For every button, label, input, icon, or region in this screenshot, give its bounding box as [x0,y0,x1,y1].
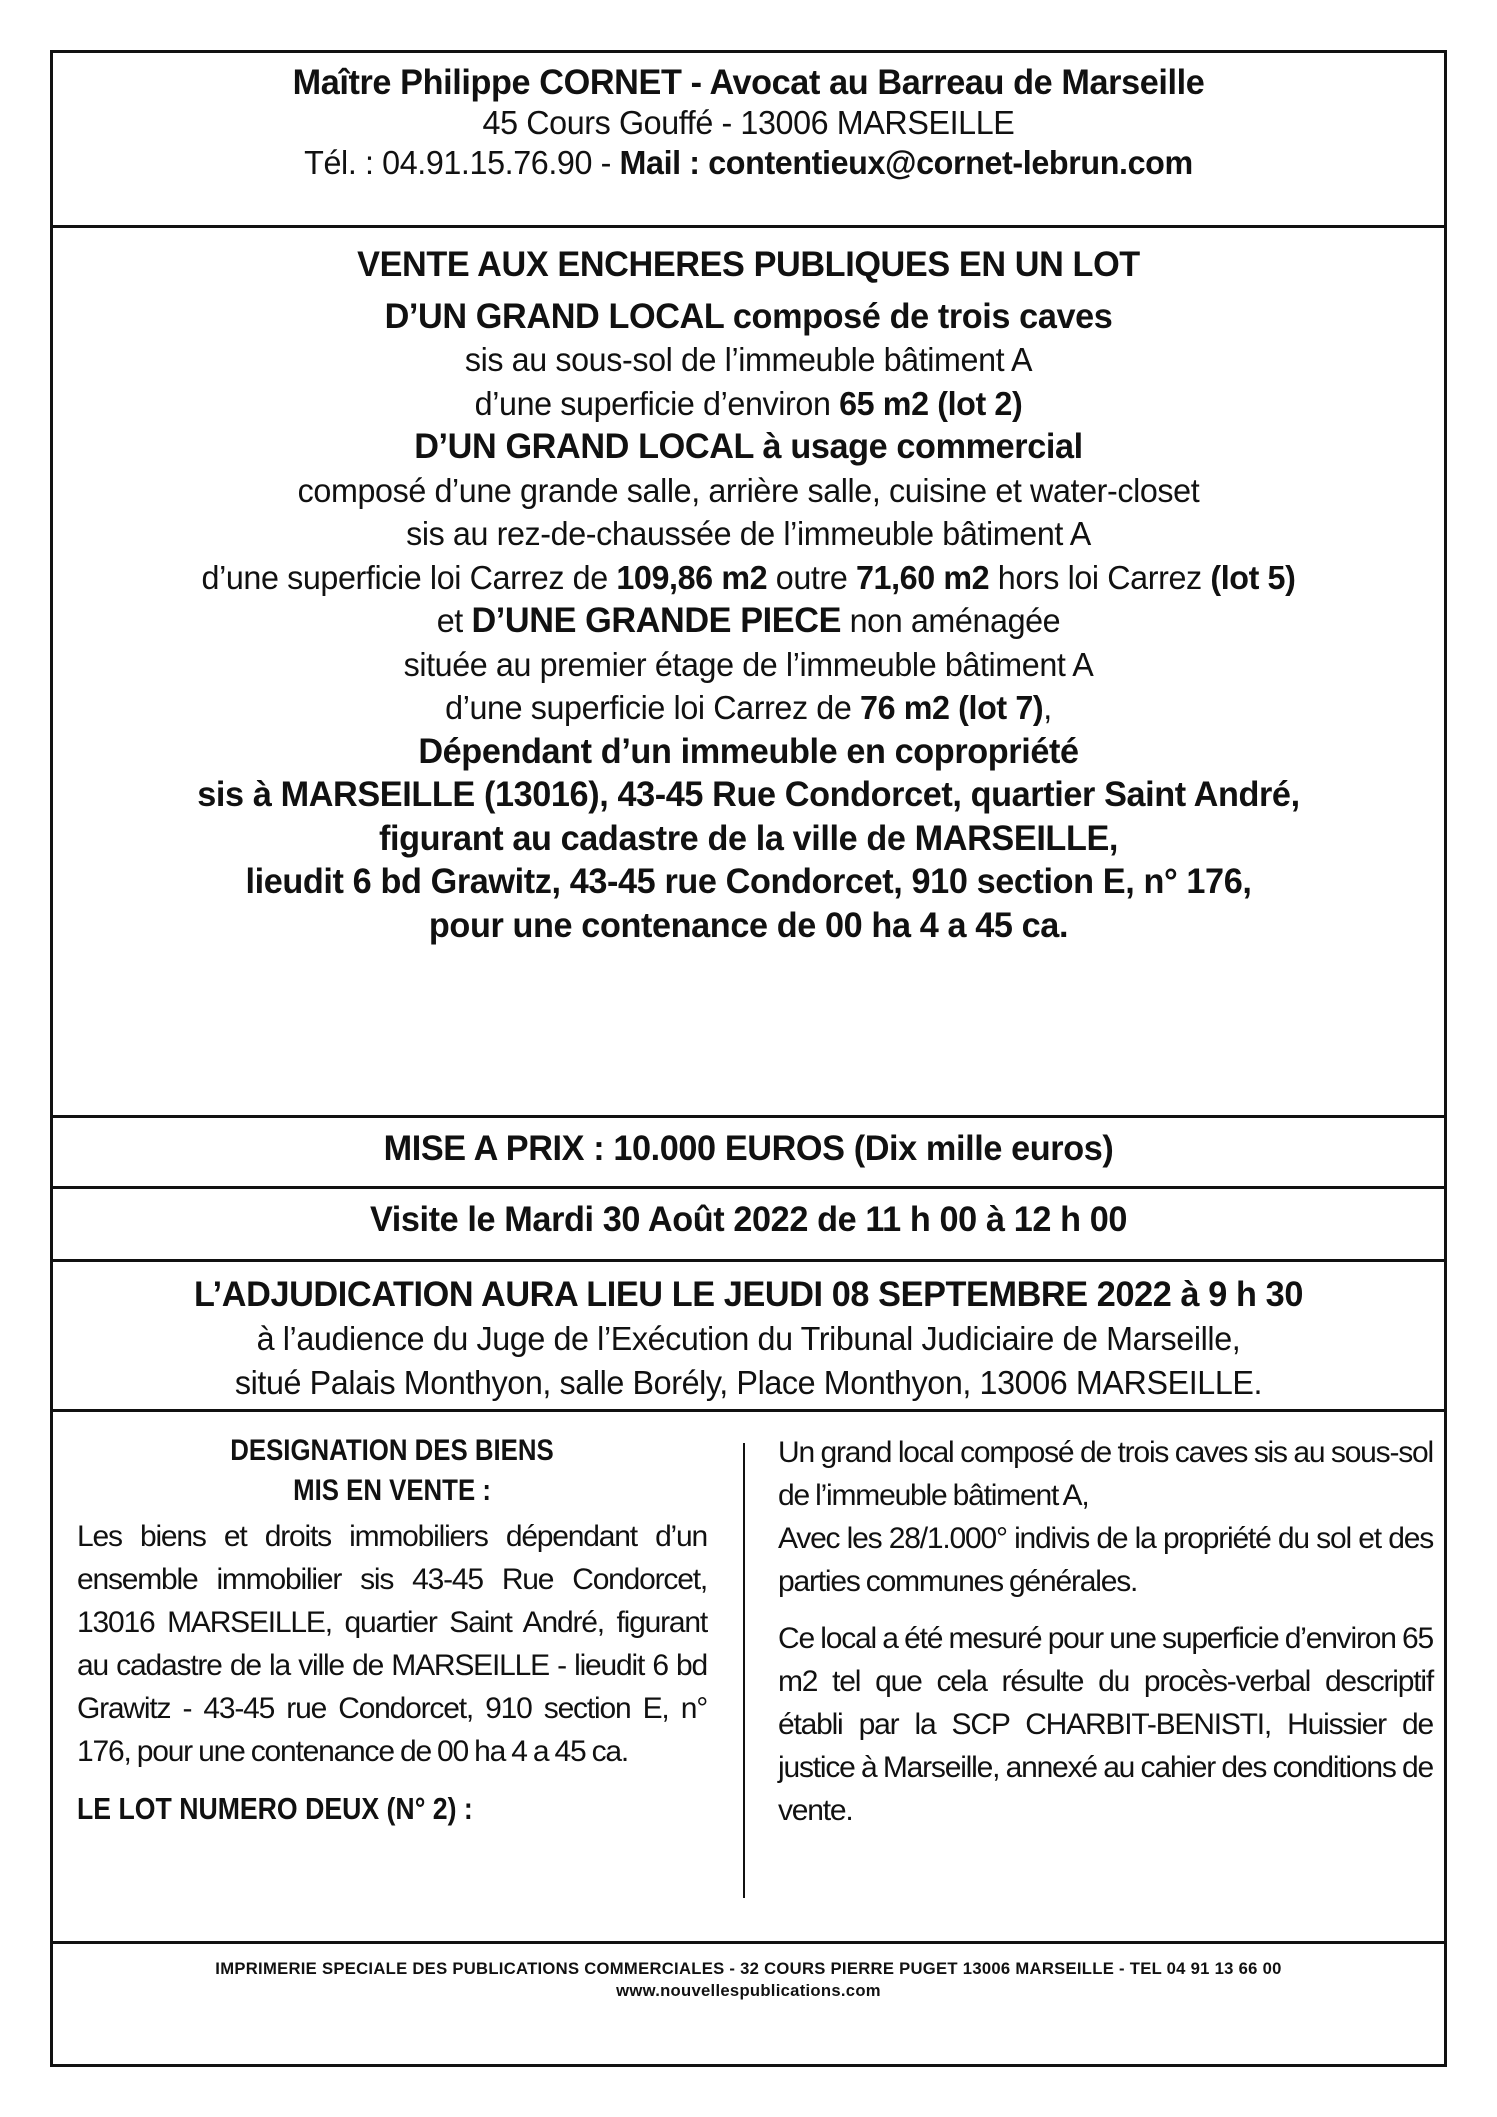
lawyer-phone: Tél. : 04.91.15.76.90 - [304,144,620,181]
lot5-area-line [68,556,1428,600]
lieudit-info: lieudit 6 bd Grawitz, 43-45 rue Condorcet, 910 section E, n° 176, [245,862,1252,901]
lot7-area-suffix: , [1043,689,1052,726]
divider [53,1259,1444,1262]
price-text: MISE A PRIX : 10.000 EUROS (Dix mille euros) [383,1129,1114,1168]
designation-right-column [778,1423,1433,1832]
lot-description: Un grand local composé de trois caves sis au sous-sol de l’immeuble bâtiment A, [778,1436,1433,1512]
sale-title: VENTE AUX ENCHERES PUBLIQUES EN UN LOT [357,245,1140,284]
adjudication-line2: situé Palais Monthyon, salle Borély, Place Monthyon, 13006 MARSEILLE. [234,1364,1263,1401]
contenance-info: pour une contenance de 00 ha 4 a 45 ca. [428,905,1069,945]
lot2-area: 65 m2 (lot 2) [839,384,1023,422]
legal-notice [50,50,1447,2067]
lawyer-header [53,63,1444,183]
column-divider [743,1443,745,1898]
lawyer-address: 45 Cours Gouffé - 13006 MARSEILLE [482,104,1015,141]
designation-paragraph: Les biens et droits immobiliers dépendant d’un ensemble immobilier sis 43-45 Rue Condorcet, 13016 MARSEILLE, quartier Saint André, figurant au cadastre de la ville de MARSEILLE - lieudit 6 bd Grawitz - 43-45 rue Condorcet, 910 section E, n° 176, pour une contenance de 00 ha 4 a 45 ca. [77,1520,707,1768]
lot5-composition: composé d’une grande salle, arrière salle, cuisine et water-closet [297,471,1200,509]
sale-description [53,243,1444,947]
lot2-desc: composé de trois caves [723,296,1113,336]
lot7-name: D’UNE GRANDE PIECE [471,601,842,640]
lot5-area: 109,86 m2 [616,558,768,596]
lot5-area-prefix: d’une superficie loi Carrez de [201,558,617,596]
lot7-location: située au premier étage de l’immeuble bâtiment A [403,645,1094,683]
lot7-desc: non aménagée [841,602,1061,639]
lot5-area-suffix: hors loi Carrez [989,558,1211,596]
lot7-area-line [68,686,1428,730]
lot5-location: sis au rez-de-chaussée de l’immeuble bâtiment A [406,515,1091,552]
lawyer-contact [68,143,1428,183]
lot7-prefix: et [436,602,472,639]
cadastre-info: figurant au cadastre de la ville de MARSEILLE, [378,818,1119,858]
visit-info [53,1200,1444,1240]
lot5-heading [68,425,1428,469]
lot-measurement: Ce local a été mesuré pour une superficie d’environ 65 m2 tel que cela résulte du procès-verbal descriptif établi par la SCP CHARBIT-BENISTI, Huissier de justice à Marseille, annexé au cahier des conditions de vente. [778,1622,1433,1827]
lot7-area-prefix: d’une superficie loi Carrez de [445,689,861,726]
lot2-location: sis au sous-sol de l’immeuble bâtiment A [464,341,1033,378]
lot2-area-prefix: d’une superficie d’environ [474,384,840,422]
designation-heading-1: DESIGNATION DES BIENS [230,1434,554,1467]
divider [53,1409,1444,1412]
printer-footer [53,1958,1444,2002]
lawyer-mail: Mail : contentieux@cornet-lebrun.com [619,144,1193,181]
building-address: sis à MARSEILLE (13016), 43-45 Rue Condorcet, quartier Saint André, [197,775,1300,814]
lot5-area-extra: 71,60 m2 [855,558,990,596]
divider [53,1115,1444,1118]
adjudication-info [53,1273,1444,1405]
adjudication-title: L’ADJUDICATION AURA LIEU LE JEUDI 08 SEPTEMBRE 2022 à 9 h 30 [194,1275,1303,1314]
lawyer-name: Maître Philippe CORNET - Avocat au Barreau de Marseille [292,63,1205,102]
lot2-heading [68,295,1428,339]
building-info: Dépendant d’un immeuble en copropriété [418,731,1079,771]
lot2-area-line [68,382,1428,426]
lot-number-heading: LE LOT NUMERO DEUX (N° 2) : [77,1791,473,1826]
lot5-lot: (lot 5) [1210,558,1296,596]
printer-info: IMPRIMERIE SPECIALE DES PUBLICATIONS COMMERCIALES - 32 COURS PIERRE PUGET 13006 MARSEILLE - TEL 04 91 13 66 00 [215,1959,1282,1978]
designation-section [53,1423,1444,1918]
adjudication-line1: à l’audience du Juge de l’Exécution du Tribunal Judiciaire de Marseille, [256,1320,1241,1357]
lot7-area: 76 m2 (lot 7) [860,689,1044,726]
lot5-desc: à usage commercial [753,427,1083,466]
designation-heading-2: MIS EN VENTE : [293,1474,491,1507]
designation-left-column [77,1423,707,1829]
lot5-name: D’UN GRAND LOCAL [414,427,754,466]
lot5-area-mid: outre [767,558,856,596]
visit-text: Visite le Mardi 30 Août 2022 de 11 h 00 à 12 h 00 [369,1200,1128,1239]
lot-indivision: Avec les 28/1.000° indivis de la propriété du sol et des parties communes générales. [778,1522,1433,1598]
divider [53,225,1444,228]
divider [53,1941,1444,1944]
printer-website[interactable]: www.nouvellespublications.com [616,1981,881,2000]
divider [53,1186,1444,1189]
lot2-name: D’UN GRAND LOCAL [384,296,724,336]
lot7-heading [68,599,1428,643]
starting-price [53,1129,1444,1169]
